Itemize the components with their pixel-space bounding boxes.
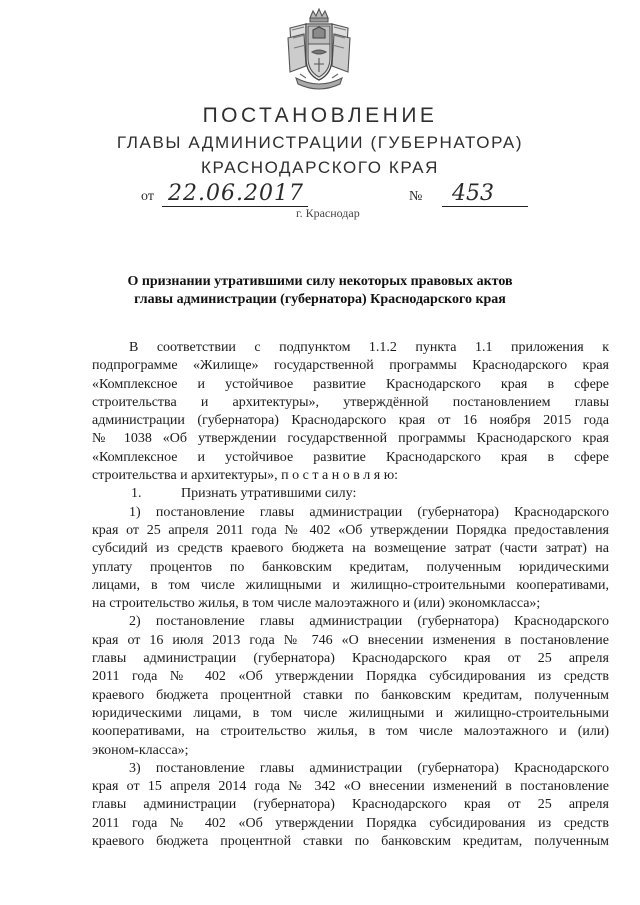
document-title-line-1: О признании утратившими силу некоторых правовых актов xyxy=(127,274,513,289)
issuer-heading: ГЛАВЫ АДМИНИСТРАЦИИ (ГУБЕРНАТОРА) xyxy=(116,133,524,152)
number-label: № xyxy=(409,189,423,204)
list-item-heading xyxy=(92,485,609,503)
body-line: № 1038 «Об утверждении государственной программы Краснодарского края xyxy=(92,431,609,447)
list-item-text: Признать утратившими силу: xyxy=(181,486,357,502)
body-line: края от 15 апреля 2014 года № 342 «О внесении изменений в постановление xyxy=(92,779,609,795)
body-line: подпрограмме «Жилище» государственной программы Краснодарского края xyxy=(92,358,609,374)
body-line: «Комплексное и устойчивое развитие Краснодарского края в сфере xyxy=(92,449,609,465)
body-line: края от 25 апреля 2011 года № 402 «Об утверждении Порядка предоставления xyxy=(92,522,609,538)
body-line: «Комплексное и устойчивое развитие Краснодарского края в сфере xyxy=(92,376,609,392)
body-line: 2011 года № 402 «Об утверждении Порядка субсидирования из средств xyxy=(92,669,609,685)
body-line: строительства и архитектуры», п о с т а н о в л я ю: xyxy=(92,468,399,484)
handwritten-date: 22.06.2017 xyxy=(168,181,304,206)
body-line: кооперативами, на строительство жилья, в том числе малоэтажного и (или) xyxy=(92,724,609,740)
body-line: краевого бюджета процентной ставки по банковским кредитам, полученным xyxy=(92,687,609,703)
document-type-heading: ПОСТАНОВЛЕНИЕ xyxy=(202,104,438,127)
date-underline xyxy=(162,206,308,207)
body-line: краевого бюджета процентной ставки по банковским кредитам, полученным xyxy=(92,834,609,850)
body-line: В соответствии с подпунктом 1.1.2 пункта 1.1 приложения к xyxy=(129,340,609,355)
body-line: на строительство жилья, в том числе малоэтажного и (или) экономкласса»; xyxy=(92,596,541,612)
krasnodar-coat-of-arms-icon xyxy=(286,8,352,94)
body-line: 2) постановление главы администрации (губернатора) Краснодарского xyxy=(129,614,609,630)
region-heading: КРАСНОДАРСКОГО КРАЯ xyxy=(200,158,439,177)
body-line: 2011 года № 402 «Об утверждении Порядка субсидирования из средств xyxy=(92,815,609,831)
body-line: лицами, в том числе жилищными и жилищно-строительными кооперативами, xyxy=(92,577,609,593)
body-line: уплату процентов по банковским кредитам, полученным юридическими xyxy=(92,559,609,575)
body-line: эконом-класса»; xyxy=(92,742,189,758)
document-body xyxy=(92,339,609,851)
body-line: 3) постановление главы администрации (губернатора) Краснодарского xyxy=(129,760,609,776)
list-item-number: 1. xyxy=(131,486,142,502)
body-line: края от 16 июля 2013 года № 746 «О внесении изменения в постановление xyxy=(92,632,609,648)
body-line: субсидий из средств краевого бюджета на возмещение затрат (части затрат) на xyxy=(92,541,609,557)
body-line: главы администрации (губернатора) Краснодарского края от 25 апреля xyxy=(92,797,609,813)
city-label: г. Краснодар xyxy=(296,206,360,220)
body-line: юридическими лицами, в том числе жилищными и жилищно-строительными xyxy=(92,705,609,721)
number-underline xyxy=(442,206,528,207)
document-title-line-2: главы администрации (губернатора) Краснодарского края xyxy=(134,292,506,307)
body-line: строительства и архитектуры», утверждённой постановлением главы xyxy=(92,394,609,410)
date-label: от xyxy=(141,189,154,204)
body-line: администрации (губернатора) Краснодарского края от 16 ноября 2015 года xyxy=(92,413,609,429)
handwritten-number: 453 xyxy=(452,181,494,206)
body-line: главы администрации (губернатора) Краснодарского края от 25 апреля xyxy=(92,651,609,667)
body-line: 1) постановление главы администрации (губернатора) Краснодарского xyxy=(129,504,609,520)
